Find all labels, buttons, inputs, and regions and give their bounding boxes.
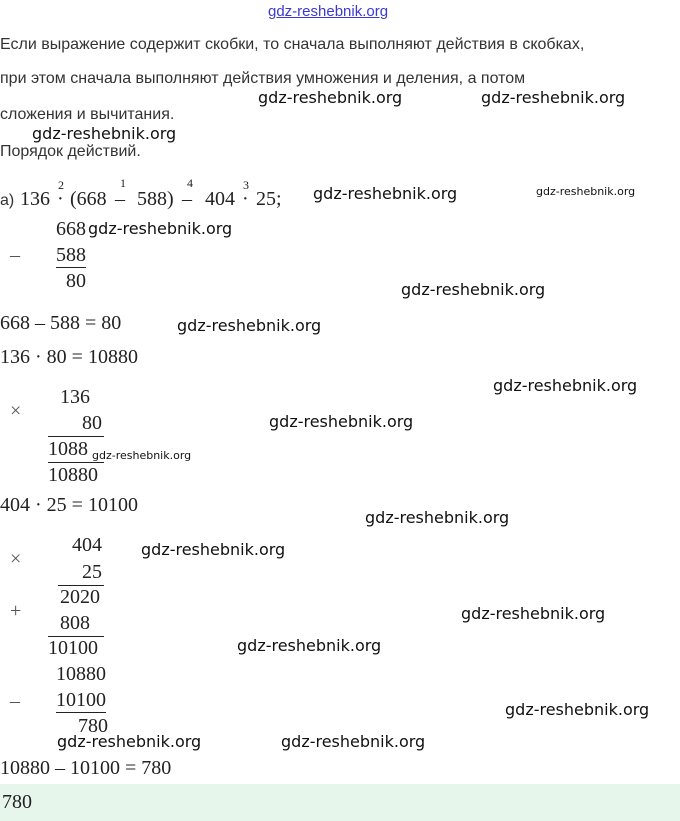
watermark: gdz-reshebnik.org [481, 88, 626, 107]
watermark: gdz-reshebnik.org [269, 412, 414, 431]
column-mul1-line [48, 436, 104, 437]
column-mul1-line [48, 462, 104, 463]
expr-token-mul2: · [242, 188, 249, 210]
watermark: gdz-reshebnik.org [401, 280, 546, 299]
column-mul2-top: 404 [72, 534, 102, 556]
watermark: gdz-reshebnik.org [141, 540, 286, 559]
column-mul2-result: 10100 [48, 637, 98, 659]
step-number: 4 [187, 176, 193, 190]
column-mul2-add-operator: + [10, 600, 22, 622]
expr-token-404: 404 [205, 188, 235, 210]
column-mul2-operator: × [10, 548, 22, 570]
expr-token-minus1: – [115, 188, 125, 210]
column-mul1-result: 10880 [48, 464, 98, 486]
step-number: 3 [243, 178, 249, 192]
expr-token-668: (668 [70, 188, 107, 210]
equation-line: 10880 – 10100 = 780 [0, 757, 172, 779]
watermark: gdz-reshebnik.org [237, 636, 382, 655]
column-sub1-operator: – [10, 244, 20, 266]
column-mul2-partial1: 2020 [60, 586, 100, 608]
column-mul1-bottom: 80 [82, 412, 102, 434]
watermark: gdz-reshebnik.org [536, 185, 636, 198]
answer-value: 780 [2, 791, 32, 813]
column-sub1-bottom: 588 [56, 244, 86, 266]
step-number: 2 [58, 178, 64, 192]
watermark: gdz-reshebnik.org [365, 508, 510, 527]
site-header-link[interactable]: gdz-reshebnik.org [268, 3, 389, 20]
column-sub2-operator: – [10, 690, 20, 712]
watermark: gdz-reshebnik.org [88, 219, 233, 238]
column-mul2-bottom: 25 [82, 561, 102, 583]
expr-token-mul1: · [57, 188, 64, 210]
watermark: gdz-reshebnik.org [32, 124, 177, 143]
expr-token-136: 136 [20, 188, 50, 210]
expr-token-minus2: – [182, 188, 192, 210]
column-sub2-top: 10880 [56, 663, 106, 685]
rule-text-line3: сложения и вычитания. [0, 106, 175, 123]
column-mul2-partial2: 808 [60, 612, 90, 634]
watermark: gdz-reshebnik.org [92, 449, 192, 462]
watermark: gdz-reshebnik.org [493, 376, 638, 395]
column-sub2-result: 780 [78, 715, 108, 737]
expr-token-588: 588) [137, 188, 174, 210]
watermark: gdz-reshebnik.org [461, 604, 606, 623]
order-heading: Порядок действий. [0, 143, 141, 160]
answer-box [0, 784, 680, 821]
watermark: gdz-reshebnik.org [57, 732, 202, 751]
rule-text-line2: при этом сначала выполняют действия умножения и деления, а потом [0, 70, 526, 87]
watermark: gdz-reshebnik.org [313, 184, 458, 203]
watermark: gdz-reshebnik.org [281, 732, 426, 751]
equation-line: 668 – 588 = 80 [0, 312, 122, 334]
rule-text-line1: Если выражение содержит скобки, то сначала выполняют действия в скобках, [0, 36, 585, 53]
column-sub1-top: 668 [56, 218, 86, 240]
column-sub1-result: 80 [66, 270, 86, 292]
watermark: gdz-reshebnik.org [177, 316, 322, 335]
column-mul1-top: 136 [60, 386, 90, 408]
expression-label: а) [0, 192, 15, 209]
expr-token-25: 25; [256, 188, 282, 210]
equation-line: 136 · 80 = 10880 [0, 346, 138, 368]
column-mul1-operator: × [10, 400, 22, 422]
watermark: gdz-reshebnik.org [505, 700, 650, 719]
step-number: 1 [120, 176, 126, 190]
column-sub2-bottom: 10100 [56, 689, 106, 711]
watermark: gdz-reshebnik.org [258, 88, 403, 107]
equation-line: 404 · 25 = 10100 [0, 494, 138, 516]
column-mul1-partial: 1088 [48, 438, 88, 460]
